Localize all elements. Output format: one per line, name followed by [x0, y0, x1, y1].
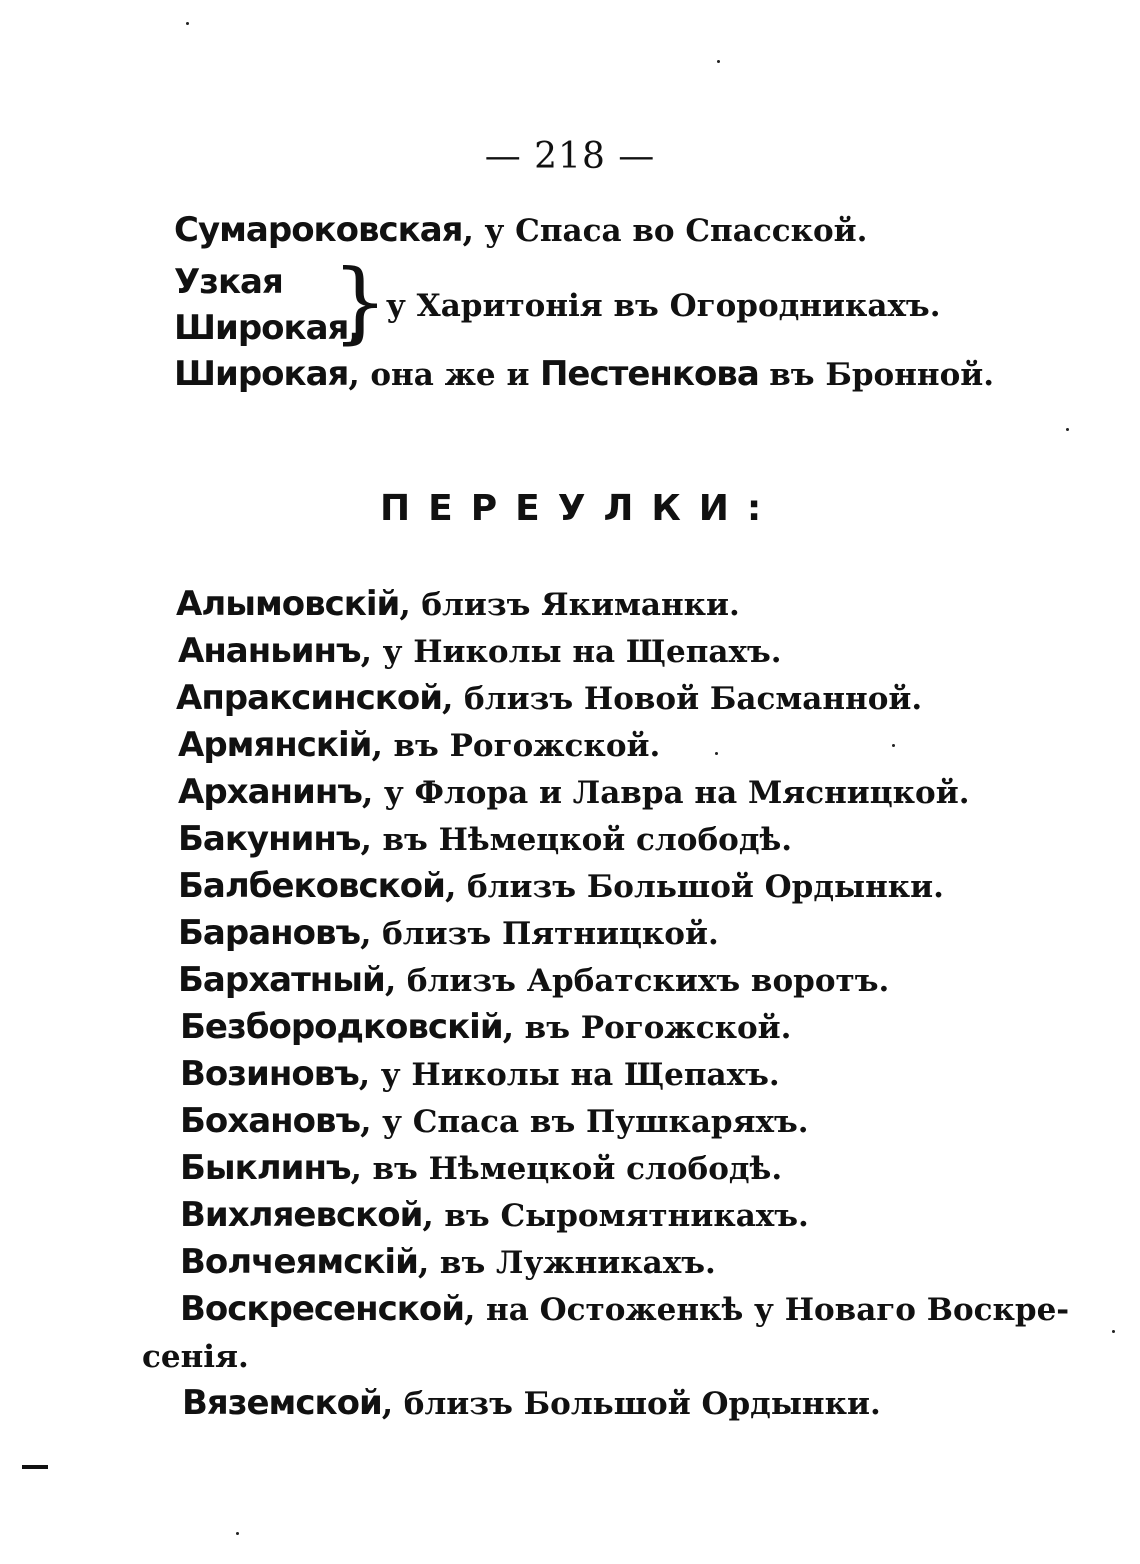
- brace-symbol: }: [332, 250, 388, 353]
- scan-speck: [186, 22, 189, 25]
- lane-location: близъ Арбатскихъ воротъ.: [406, 963, 890, 999]
- lane-entry: Бакунинъ, въ Нѣмецкой слободѣ.: [178, 819, 793, 859]
- lane-entry: Барановъ, близъ Пятницкой.: [178, 913, 719, 953]
- lane-location: въ Рогожской.: [524, 1010, 792, 1046]
- lane-location: у Спаса въ Пушкаряхъ.: [382, 1104, 809, 1140]
- street-name-shirokaya: Широкая,: [174, 308, 361, 348]
- lane-location: близъ Пятницкой.: [382, 916, 719, 952]
- lane-entry: Воскресенской, на Остоженкѣ у Новаго Воскре-: [180, 1289, 1070, 1329]
- lane-entry: Ананьинъ, у Николы на Щепахъ.: [178, 631, 782, 671]
- lane-entry: Безбородковскій, въ Рогожской.: [180, 1007, 792, 1047]
- lane-location: въ Нѣмецкой слободѣ.: [382, 822, 793, 858]
- lane-location-continued: сенія.: [142, 1339, 249, 1375]
- lane-location: близъ Новой Басманной.: [464, 681, 923, 717]
- lane-entry: Алымовскій, близъ Якиманки.: [176, 584, 740, 624]
- section-title: ПЕРЕУЛКИ:: [380, 488, 780, 529]
- lane-name: Апраксинской: [176, 678, 443, 718]
- scan-speck: [236, 1532, 239, 1535]
- street-name-alt: Пестенкова: [539, 354, 759, 394]
- lane-name: Барановъ: [178, 913, 361, 953]
- lane-entry: Вихляевской, въ Сыромятникахъ.: [180, 1195, 809, 1235]
- lane-name: Волчеямскій: [180, 1242, 418, 1282]
- scan-speck: [1112, 1330, 1115, 1333]
- scan-speck: [892, 744, 895, 747]
- street-location: у Спаса во Спасской.: [484, 213, 868, 249]
- scan-speck: [715, 752, 718, 755]
- lane-location: у Николы на Щепахъ.: [382, 634, 782, 670]
- separator: ,: [462, 210, 475, 249]
- lane-name: Вихляевской: [180, 1195, 423, 1235]
- lane-location: близъ Якиманки.: [421, 587, 740, 623]
- street-name: Широкая: [174, 354, 349, 394]
- lane-name: Арханинъ: [178, 772, 362, 812]
- street-brace-group: [174, 250, 941, 354]
- lane-location: въ Лужникахъ.: [439, 1245, 716, 1281]
- scan-speck: [717, 60, 720, 63]
- street-text-middle: она же и: [370, 357, 530, 393]
- lane-entry-continuation: [142, 1332, 249, 1381]
- street-location: у Харитонія въ Огородникахъ.: [386, 288, 941, 324]
- lane-entry: Армянскій, въ Рогожской.: [178, 725, 661, 765]
- lane-location: на Остоженкѣ у Новаго Воскре-: [486, 1292, 1070, 1328]
- lane-name: Бархатный: [178, 960, 385, 1000]
- lane-name: Безбородковскій: [180, 1007, 503, 1047]
- street-entry-sumarokovskaya: [174, 206, 867, 255]
- lane-entry: Быклинъ, въ Нѣмецкой слободѣ.: [180, 1148, 783, 1188]
- street-entry-shirokaya-bronnaya: [174, 350, 994, 399]
- lane-entry: Арханинъ, у Флора и Лавра на Мясницкой.: [178, 772, 970, 812]
- lane-name: Балбековской: [178, 866, 445, 906]
- lane-location: въ Рогожской.: [393, 728, 661, 764]
- lane-location: близъ Большой Ордынки.: [466, 869, 944, 905]
- lane-location: у Николы на Щепахъ.: [380, 1057, 780, 1093]
- lane-entry: Волчеямскій, въ Лужникахъ.: [180, 1242, 716, 1282]
- page-number: — 218 —: [484, 136, 656, 177]
- lane-name: Вяземской: [182, 1383, 382, 1423]
- lane-location: у Флора и Лавра на Мясницкой.: [383, 775, 970, 811]
- lane-name: Алымовскій: [176, 584, 400, 624]
- lane-name: Воскресенской: [180, 1289, 465, 1329]
- lane-name: Ананьинъ: [178, 631, 361, 671]
- lane-entry: Бархатный, близъ Арбатскихъ воротъ.: [178, 960, 890, 1000]
- lane-entry: Апраксинской, близъ Новой Басманной.: [176, 678, 923, 718]
- lane-location: въ Нѣмецкой слободѣ.: [372, 1151, 783, 1187]
- scan-mark: [22, 1465, 48, 1469]
- lane-name: Армянскій: [178, 725, 372, 765]
- lane-entry: Возиновъ, у Николы на Щепахъ.: [180, 1054, 780, 1094]
- scan-speck: [1066, 428, 1069, 431]
- lane-entry: Бохановъ, у Спаса въ Пушкаряхъ.: [180, 1101, 809, 1141]
- lane-name: Бохановъ: [180, 1101, 361, 1141]
- lane-entry: Балбековской, близъ Большой Ордынки.: [178, 866, 944, 906]
- lane-entry: Вяземской, близъ Большой Ордынки.: [182, 1383, 881, 1423]
- separator: ,: [348, 354, 360, 393]
- lane-location: въ Сыромятникахъ.: [444, 1198, 809, 1234]
- lane-location: близъ Большой Ордынки.: [403, 1386, 881, 1422]
- street-location: въ Бронной.: [769, 357, 995, 393]
- street-name-uzkaya: Узкая: [174, 262, 283, 302]
- street-name: Сумароковская: [174, 210, 463, 250]
- lane-name: Быклинъ: [180, 1148, 351, 1188]
- lane-name: Возиновъ: [180, 1054, 359, 1094]
- lane-name: Бакунинъ: [178, 819, 361, 859]
